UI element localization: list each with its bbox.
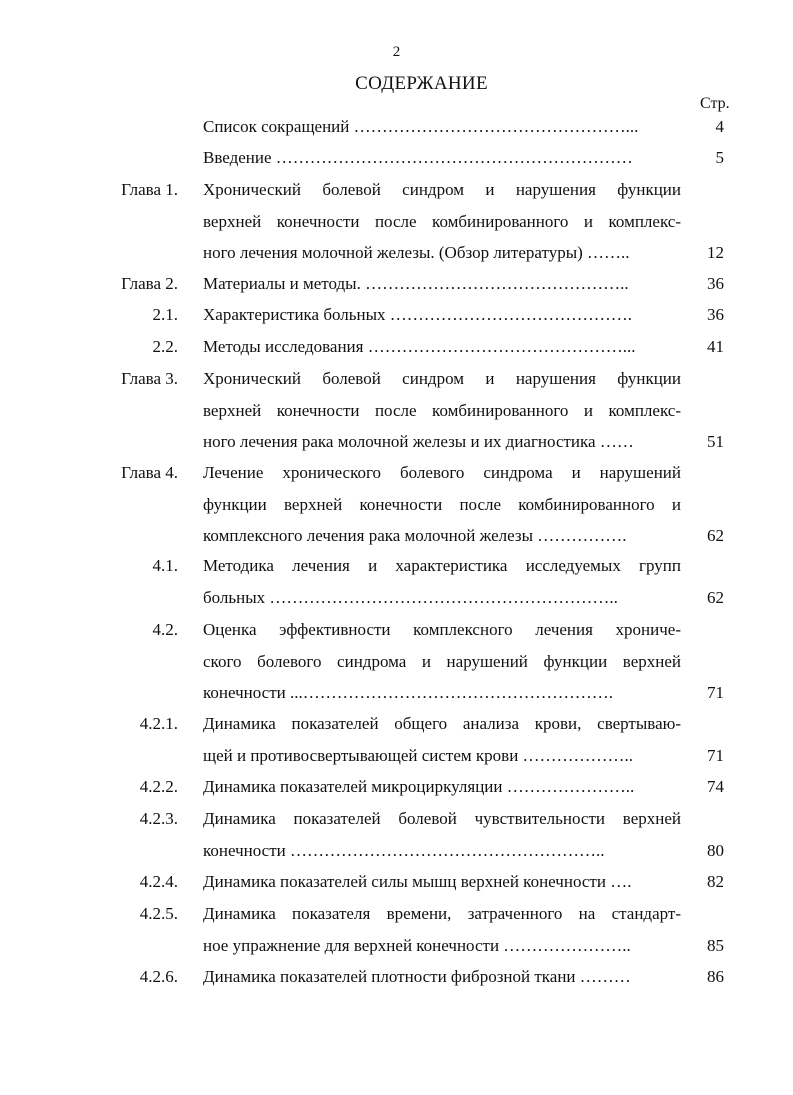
toc-entry-line: больных …………………………………………………….. (203, 587, 618, 607)
toc-entry-line: Хронический болевой синдром и нарушения функции (203, 369, 681, 388)
page-column-label: Стр. (700, 95, 730, 112)
toc-entry-number: 2.1. (152, 305, 178, 324)
toc-entry-page: 74 (707, 777, 724, 796)
toc-entry-line: верхней конечности после комбинированного и комплекс- (203, 400, 681, 420)
toc-entry-page: 51 (707, 432, 724, 451)
toc-entry-number: Глава 3. (121, 369, 178, 388)
toc-entry-page: 62 (707, 526, 724, 545)
toc-entry-page: 36 (707, 305, 724, 324)
toc-entry-line: ное упражнение для верхней конечности ………………….. (203, 935, 631, 955)
page-number: 2 (392, 44, 401, 60)
toc-entry-page: 71 (707, 745, 724, 765)
toc-entry-line: Характеристика больных ……………………………………. (203, 305, 633, 324)
toc-entry-page: 82 (707, 872, 724, 891)
toc-entry-line: щей и противосвертывающей систем крови ……………….. (203, 745, 634, 765)
toc-entry-line: Методика лечения и характеристика исследуемых групп (203, 556, 681, 575)
toc-entry-line: Динамика показателя времени, затраченного на стандарт- (203, 904, 681, 923)
page-title: СОДЕРЖАНИЕ (355, 73, 488, 94)
toc-entry-line: верхней конечности после комбинированного и комплекс- (203, 211, 681, 231)
toc-entry-line: ного лечения рака молочной железы и их диагностика …… (203, 432, 634, 451)
toc-entry-line: Динамика показателей силы мышц верхней конечности …. (203, 872, 632, 891)
toc-entry-line: комплексного лечения рака молочной железы ……………. (203, 526, 627, 545)
toc-entry-line: Динамика показателей микроциркуляции ………………….. (203, 777, 635, 796)
toc-entry-line: функции верхней конечности после комбинированного и (203, 494, 681, 514)
toc-entry-page: 36 (707, 274, 724, 293)
toc-entry-page: 12 (707, 243, 724, 262)
toc-entry-line: Материалы и методы. ……………………………………….. (203, 274, 629, 293)
toc-entry-number: Глава 1. (121, 180, 178, 199)
toc-entry-page: 71 (707, 683, 724, 702)
toc-entry-number: 4.2.3. (139, 809, 178, 828)
toc-entry-number: Глава 4. (121, 463, 178, 482)
toc-entry-page: 80 (707, 840, 724, 860)
toc-entry-number: 4.2.1. (139, 714, 178, 733)
toc-entry-number: 2.2. (152, 337, 178, 356)
toc-entry-line: ного лечения молочной железы. (Обзор литературы) …….. (203, 243, 630, 262)
toc-entry-page: 86 (707, 967, 724, 986)
toc-entry-line: Динамика показателей плотности фиброзной ткани ……… (203, 967, 631, 986)
toc-entry-page: 85 (707, 935, 724, 955)
toc-entry-line: Динамика показателей общего анализа крови, свертываю- (203, 714, 681, 733)
toc-entry-line: конечности ...………………………………………………. (203, 683, 614, 702)
toc-entry-number: 4.2.2. (139, 777, 178, 796)
toc-entry-page: 41 (707, 337, 724, 356)
toc-entry-line: Методы исследования ………………………………………... (203, 337, 636, 356)
toc-entry-number: 4.2. (152, 620, 178, 639)
toc-entry-line: Список сокращений …………………………………………... (203, 117, 639, 136)
toc-entry-number: 4.2.6. (139, 967, 178, 986)
toc-entry-number: 4.2.4. (139, 872, 178, 891)
toc-entry-page: 4 (715, 117, 724, 136)
toc-entry-line: Введение ……………………………………………………… (203, 148, 633, 167)
toc-entry-page: 62 (707, 587, 724, 607)
toc-entry-line: конечности ……………………………………………….. (203, 840, 605, 860)
toc-entry-line: Лечение хронического болевого синдрома и нарушений (203, 463, 681, 482)
toc-entry-number: 4.1. (152, 556, 178, 575)
toc-entry-line: Оценка эффективности комплексного лечения хрониче- (203, 620, 681, 639)
toc-entry-line: ского болевого синдрома и нарушений функции верхней (203, 651, 681, 671)
toc-entry-number: 4.2.5. (139, 904, 178, 923)
toc-entry-line: Хронический болевой синдром и нарушения функции (203, 180, 681, 199)
toc-entry-line: Динамика показателей болевой чувствительности верхней (203, 809, 681, 828)
toc-entry-number: Глава 2. (121, 274, 178, 293)
toc-entry-page: 5 (715, 148, 724, 167)
